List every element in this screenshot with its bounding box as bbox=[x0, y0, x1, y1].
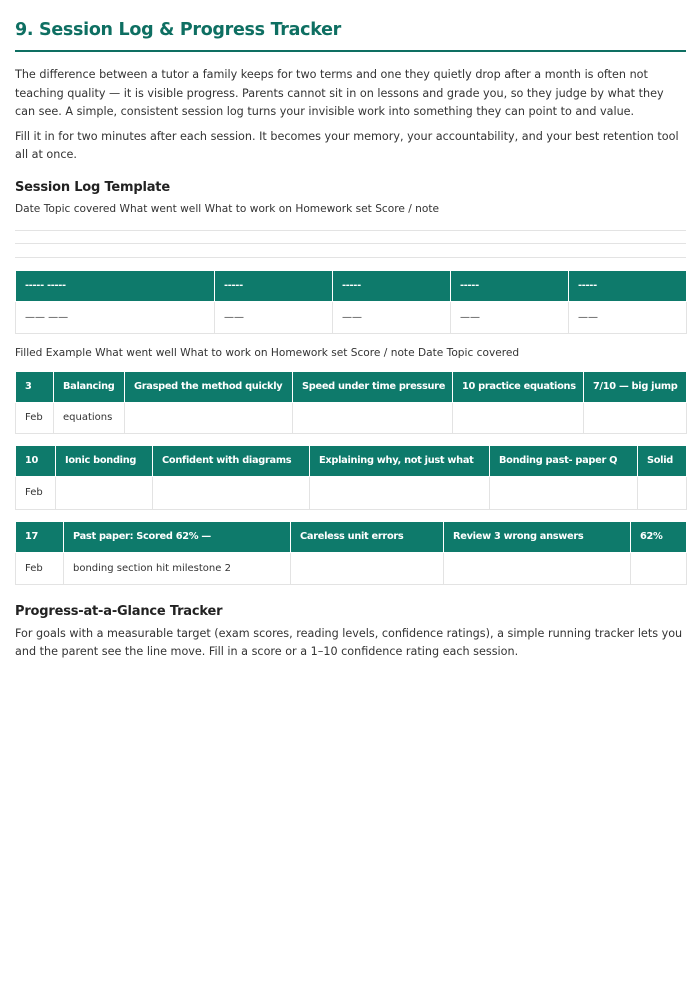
example-cell: Confident with diagrams bbox=[153, 445, 310, 476]
template-body-cell: —— bbox=[451, 301, 569, 333]
example-table-3 bbox=[15, 521, 687, 585]
intro-paragraph-1: The difference between a tutor a family keeps for two terms and one they quietly drop after a month is often not teaching quality — it is visible progress. Parents cannot sit in on lessons and grade you, so they judge by what they can see. A simple, consistent session log turns your invisible work into something they can point to and value. bbox=[15, 68, 664, 118]
example-3-body-row bbox=[16, 552, 687, 584]
example-2-body-row bbox=[16, 476, 687, 509]
example-cell: Review 3 wrong answers bbox=[444, 521, 631, 552]
example-header-line: Filled Example What went well What to work on Homework set Score / note Date Topic covered bbox=[15, 346, 520, 359]
example-cell: Solid bbox=[638, 445, 687, 476]
example-cell: 7/10 — big jump bbox=[584, 371, 687, 402]
example-cell bbox=[631, 552, 687, 584]
example-cell: 62% bbox=[631, 521, 687, 552]
template-header-cell: ----- bbox=[215, 270, 333, 301]
example-cell bbox=[153, 476, 310, 509]
template-body-cell: —— bbox=[215, 301, 333, 333]
example-cell: equations bbox=[54, 402, 125, 433]
template-header-cell: ----- bbox=[569, 270, 687, 301]
example-cell: 10 bbox=[16, 445, 56, 476]
template-header-cell: ----- bbox=[451, 270, 569, 301]
session-log-template-heading: Session Log Template bbox=[15, 179, 170, 195]
example-cell: bonding section hit milestone 2 bbox=[64, 552, 291, 584]
template-header-row bbox=[16, 270, 687, 301]
tracker-heading: Progress-at-a-Glance Tracker bbox=[15, 603, 223, 619]
example-cell: Ionic bonding bbox=[56, 445, 153, 476]
example-cell: Speed under time pressure bbox=[293, 371, 453, 402]
example-cell: 10 practice equations bbox=[453, 371, 584, 402]
template-table bbox=[15, 270, 687, 334]
example-cell bbox=[291, 552, 444, 584]
example-table-1 bbox=[15, 371, 687, 434]
example-cell: Explaining why, not just what bbox=[310, 445, 490, 476]
template-body-cell: —— bbox=[333, 301, 451, 333]
example-cell bbox=[638, 476, 687, 509]
example-cell: 17 bbox=[16, 521, 64, 552]
template-body-cell: —— —— bbox=[16, 301, 215, 333]
example-cell bbox=[125, 402, 293, 433]
example-1-header-row bbox=[16, 371, 687, 402]
template-header-cell: ----- ----- bbox=[16, 270, 215, 301]
example-cell bbox=[293, 402, 453, 433]
example-cell: Feb bbox=[16, 476, 56, 509]
example-cell: Feb bbox=[16, 402, 54, 433]
example-cell: Past paper: Scored 62% — bbox=[64, 521, 291, 552]
example-cell bbox=[310, 476, 490, 509]
example-cell bbox=[490, 476, 638, 509]
example-cell bbox=[584, 402, 687, 433]
example-cell: 3 bbox=[16, 371, 54, 402]
example-cell: Bonding past- paper Q bbox=[490, 445, 638, 476]
template-body-row bbox=[16, 301, 687, 333]
example-cell: Feb bbox=[16, 552, 64, 584]
example-table-2 bbox=[15, 445, 687, 510]
example-cell bbox=[444, 552, 631, 584]
example-2-header-row bbox=[16, 445, 687, 476]
intro-paragraph-2: Fill it in for two minutes after each session. It becomes your memory, your accountability, and your best retention tool all at once. bbox=[15, 129, 679, 161]
template-header-line: Date Topic covered What went well What to work on Homework set Score / note bbox=[15, 202, 440, 215]
example-cell: Balancing bbox=[54, 371, 125, 402]
title-divider bbox=[15, 50, 686, 52]
page-title: 9. Session Log & Progress Tracker bbox=[15, 20, 341, 40]
example-3-header-row bbox=[16, 521, 687, 552]
example-cell: Careless unit errors bbox=[291, 521, 444, 552]
tracker-paragraph: For goals with a measurable target (exam scores, reading levels, confidence ratings), a simple running tracker lets you and the parent see the line move. Fill in a score or a 1–10 confidence rating each session. bbox=[15, 626, 683, 658]
template-header-cell: ----- bbox=[333, 270, 451, 301]
template-body-cell: —— bbox=[569, 301, 687, 333]
example-cell bbox=[56, 476, 153, 509]
example-cell: Grasped the method quickly bbox=[125, 371, 293, 402]
example-1-body-row bbox=[16, 402, 687, 433]
example-cell bbox=[453, 402, 584, 433]
